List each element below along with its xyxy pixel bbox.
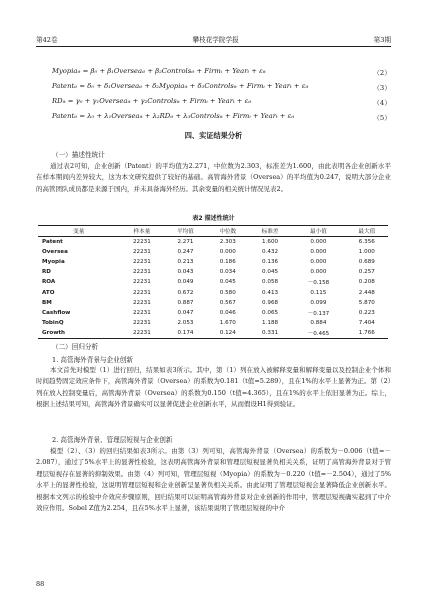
subsection-regression: （二）回归分析 xyxy=(52,343,99,351)
table-cell: 0.047 xyxy=(177,309,194,316)
table-cell: Oversea xyxy=(42,249,68,256)
table-row xyxy=(38,298,388,308)
table-row xyxy=(38,308,388,318)
table-cell: 2.303 xyxy=(219,239,236,246)
table-title: 表2 描述性统计 xyxy=(192,215,235,222)
table-row xyxy=(38,267,388,277)
equation-4 xyxy=(52,97,391,107)
table-cell: 0.058 xyxy=(262,279,279,286)
table-row xyxy=(38,328,388,339)
table-cell: 0.000 xyxy=(310,259,327,266)
table-cell: 2.053 xyxy=(177,319,194,326)
table-cell: ROA xyxy=(42,279,56,286)
table-cell: 1.766 xyxy=(346,328,388,339)
table-cell: 5.870 xyxy=(358,299,375,306)
table-cell: 0.000 xyxy=(219,249,236,256)
table-cell: 1.188 xyxy=(262,319,279,326)
table-cell: 22231 xyxy=(133,279,151,286)
header-issue: 第3期 xyxy=(373,36,391,44)
table-cell: 22231 xyxy=(133,289,151,296)
table-cell: ATO xyxy=(42,289,55,296)
equation-text: RDᵢₜ = γ₀ + γ₁Overseaᵢₜ + γ₂Controlsᵢₜ + Firmᵢ + Yearₜ + εᵢₜ xyxy=(52,97,252,105)
table-cell: 0.413 xyxy=(262,289,279,296)
table-cell: 0.046 xyxy=(219,309,236,316)
table-cell: 22231 xyxy=(133,269,151,276)
equation-number: （3） xyxy=(373,84,391,92)
table-cell: 22231 xyxy=(133,309,151,316)
table-cell: 0.887 xyxy=(177,299,194,306)
equation-text: Myopiaᵢₜ = β₀ + β₁Overseaᵢₜ + β₂Controlsᵢₜ + Firmᵢ + Yearₜ + εᵢₜ xyxy=(52,67,266,75)
page-number: 88 xyxy=(36,580,45,588)
section-title: 四、实证结果分析 xyxy=(184,131,243,140)
column-header: 最小值 xyxy=(291,226,345,237)
table-cell: 0.000 xyxy=(310,249,327,256)
header-rule xyxy=(36,46,391,47)
table-cell: 0.223 xyxy=(358,309,375,316)
subsection-mediation: 2. 高管海外背景、管理层短视与企业创新 xyxy=(52,436,173,444)
table-cell: RD xyxy=(42,269,51,276)
table-cell: 0.208 xyxy=(358,279,375,286)
column-header: 标准差 xyxy=(249,226,291,237)
equation-number: （2） xyxy=(373,69,391,77)
table-cell: 22231 xyxy=(133,259,151,266)
column-header: 样本量 xyxy=(120,226,165,237)
column-header: 最大值 xyxy=(346,226,388,237)
table-cell: 0.672 xyxy=(177,289,194,296)
table-row xyxy=(38,277,388,287)
table-cell: BM xyxy=(42,299,52,306)
table-cell: －0.137 xyxy=(307,310,330,317)
paragraph-regression-1: 本文首先对模型（1）进行回归，结果如表3所示。其中，第（1）列在放入被解释变量和解释变量以及控制企业个体和时间趋势固定效应条件下，高管海外背景（Oversea）的系数为0.181（t值=5.289），且在1%的水平上显著为正。第（2）列在放入控制变量后，高管海外背景（Oversea）的系数为0.150（t值=4.365），且在1%的水平上依旧显著为正。综上，根据上述结果可知，高管海外背景确实可以显著促进企业创新水平，从而假设H1得到验证。 xyxy=(36,366,391,409)
table-cell: 0.580 xyxy=(219,289,236,296)
table-cell: 0.115 xyxy=(310,289,327,296)
header-journal-name: 攀枝花学院学报 xyxy=(192,36,239,44)
table-cell: 0.043 xyxy=(177,269,194,276)
equation-number: （4） xyxy=(373,99,391,107)
table-cell: 0.034 xyxy=(219,269,236,276)
table-cell: 0.331 xyxy=(249,328,291,339)
column-header: 变量 xyxy=(38,226,120,237)
table-cell: 2.448 xyxy=(358,289,375,296)
table-cell: 0.049 xyxy=(177,279,194,286)
paragraph-descriptive: 通过表2可知，企业创新（Patent）的平均值为2.271，中位数为2.303，标准差为1.600，由此表明各企业创新水平在样本期间内差异较大，这为本文研究提供了较好的基础。高管海外背景（Oversea）的平均值为0.247，说明大部分企业的高管团队成员都是来源于国内，并未具备海外经历。其余变量的相关统计情况见表2。 xyxy=(36,162,391,193)
table-cell: 6.356 xyxy=(358,239,375,246)
table-cell: 0.045 xyxy=(262,269,279,276)
table-row xyxy=(38,257,388,267)
equation-number: （5） xyxy=(373,114,391,122)
table-cell: 0.000 xyxy=(310,269,327,276)
table-cell: 22231 xyxy=(133,319,151,326)
table-cell: 0.000 xyxy=(310,239,327,246)
subsection-descriptive-stats: （一）描述性统计 xyxy=(52,151,105,159)
table-cell: 0.124 xyxy=(207,328,249,339)
table-row xyxy=(38,247,388,257)
table-cell: 0.045 xyxy=(219,279,236,286)
column-header: 中位数 xyxy=(207,226,249,237)
table-cell: 0.257 xyxy=(358,269,375,276)
table-cell: 7.404 xyxy=(358,319,375,326)
table-cell: 0.174 xyxy=(164,328,206,339)
subsection-hypothesis-1: 1. 高管海外背景与企业创新 xyxy=(52,356,133,364)
table-cell: 22231 xyxy=(120,328,165,339)
table-cell: 0.136 xyxy=(262,259,279,266)
equation-text: Patentᵢₜ = δ₀ + δ₁Overseaᵢₜ + δ₂Myopiaᵢₜ + δ₃Controlsᵢₜ + Firmᵢ + Yearₜ + εᵢₜ xyxy=(52,82,309,90)
table-cell: 0.968 xyxy=(262,299,279,306)
table-cell: Patent xyxy=(42,239,63,246)
equation-3 xyxy=(52,82,391,92)
table-cell: Myopia xyxy=(42,259,65,266)
table-cell: 0.689 xyxy=(358,259,375,266)
equation-5 xyxy=(52,112,391,122)
table-cell: 0.247 xyxy=(177,249,194,256)
equation-text: Patentᵢₜ = λ₀ + λ₁Overseaᵢₜ + λ₂RDᵢₜ + λ₃Controlsᵢₜ + Firmᵢ + Yearₜ + εᵢₜ xyxy=(52,112,295,120)
table-cell: 0.884 xyxy=(310,319,327,326)
table-cell: 0.186 xyxy=(219,259,236,266)
table-cell: 22231 xyxy=(133,239,151,246)
table-cell: 1.670 xyxy=(219,319,236,326)
equation-2 xyxy=(52,67,391,77)
table-cell: 0.567 xyxy=(219,299,236,306)
table-row xyxy=(38,237,388,248)
table-row xyxy=(38,318,388,328)
table-cell: 1.600 xyxy=(262,239,279,246)
table-cell: 22231 xyxy=(133,299,151,306)
table-cell: 2.271 xyxy=(177,239,194,246)
table-cell: TobinQ xyxy=(42,319,64,326)
table-cell: 0.432 xyxy=(262,249,279,256)
table-cell: －0.158 xyxy=(307,280,330,287)
table-cell: 0.099 xyxy=(310,299,327,306)
table-cell: 0.065 xyxy=(262,309,279,316)
table-cell: Cashflow xyxy=(42,309,71,316)
header-volume: 第42卷 xyxy=(36,36,58,44)
table-cell: －0.465 xyxy=(291,328,345,339)
table-cell: Growth xyxy=(38,328,120,339)
running-header xyxy=(36,33,391,45)
table-row xyxy=(38,287,388,297)
table-cell: 22231 xyxy=(133,249,151,256)
table-header-row xyxy=(38,226,388,237)
descriptive-stats-table xyxy=(38,225,388,339)
column-header: 平均值 xyxy=(164,226,206,237)
table-cell: 1.000 xyxy=(358,249,375,256)
table-cell: 0.213 xyxy=(177,259,194,266)
paragraph-regression-2: 模型（2）、（3）的回归结果如表3所示。由第（3）列可知，高管海外背景（Oversea）的系数为－0.006（t值=－2.087），通过了5%水平上的显著性检验，这表明高管海外背景和管理层短视显著负相关关系，证明了高管海外背景对于管理层短视存在显著的抑制效果。由第（4）列可知，管理层短视（Myopia）的系数为－0.220（t值=－2.504），通过了5%水平上的显著性检验，这说明管理层短视和企业创新呈显著负相关关系。由此证明了管理层短视会显著降低企业创新水平。根据本文列示的检验中介效应步骤原则，回归结果可以证明高管海外背景对企业创新的作用中，管理层短视确实起到了中介效应作用。Sobel Z值为2.254，且在5%水平上显著，该结果说明了管理层短视的中介 xyxy=(36,447,391,513)
